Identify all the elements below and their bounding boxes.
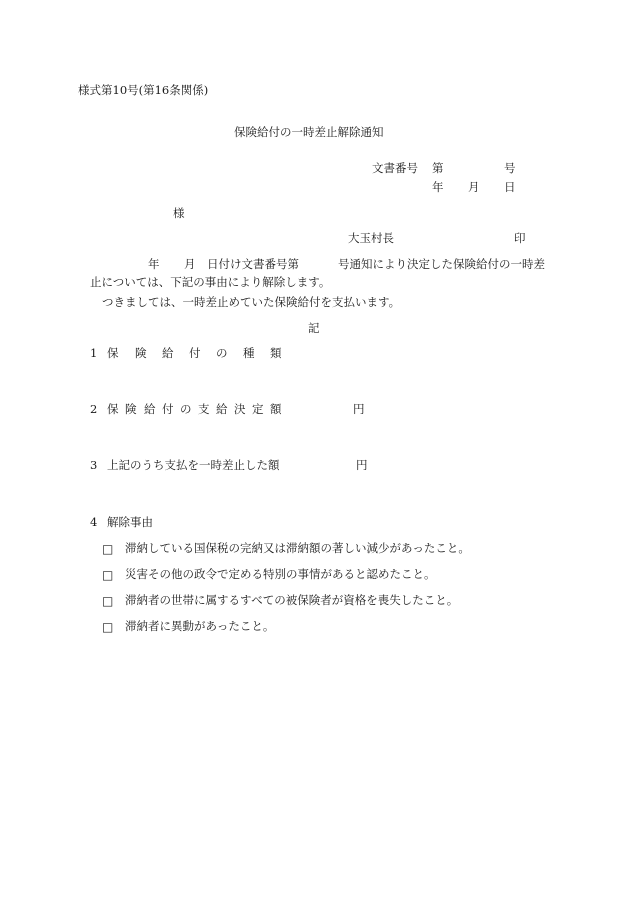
seal-mark: 印 [514, 231, 526, 245]
form-number: 様式第10号(第16条関係) [78, 83, 209, 97]
item1-c1: 険 [135, 346, 147, 360]
reason-checkbox[interactable]: □ [102, 620, 114, 634]
reason-text: 滞納している国保税の完納又は滞納額の著しい減少があったこと。 [125, 541, 470, 555]
issuer-name: 大玉村長 [348, 231, 394, 245]
item2-c6: 給 [216, 402, 228, 416]
item1-c4: の [216, 346, 228, 360]
body-line-3: つきましては、一時差止めていた保険給付を支払います。 [102, 295, 401, 309]
item4-label: 解除事由 [107, 515, 153, 529]
reason-checkbox[interactable]: □ [102, 542, 114, 556]
body-line-2: 止については、下記の事由により解除します。 [90, 275, 331, 289]
item2-c8: 定 [252, 402, 264, 416]
item1-number: 1 [90, 346, 98, 360]
reason-text: 災害その他の政令で定める特別の事情があると認めたこと。 [125, 567, 436, 581]
doc-number-label: 文書番号 [372, 161, 418, 175]
item2-c2: 給 [144, 402, 156, 416]
item1-c3: 付 [189, 346, 201, 360]
body-month: 月 [184, 257, 196, 271]
item3-label: 上記のうち支払を一時差止した額 [107, 458, 280, 472]
item1-c2: 給 [162, 346, 174, 360]
doc-number-dai: 第 [432, 161, 444, 175]
ki-heading: 記 [308, 321, 320, 335]
item2-c3: 付 [162, 402, 174, 416]
item2-c4: の [180, 402, 192, 416]
addressee-suffix: 様 [173, 206, 185, 220]
item1-c5: 種 [243, 346, 255, 360]
item1-c6: 類 [270, 346, 282, 360]
item2-number: 2 [90, 402, 98, 416]
body-year: 年 [148, 257, 160, 271]
date-month: 月 [468, 180, 480, 194]
item2-unit: 円 [353, 402, 365, 416]
item2-c0: 保 [107, 402, 119, 416]
reason-text: 滞納者に異動があったこと。 [125, 619, 275, 633]
item3-unit: 円 [356, 458, 368, 472]
item3-number: 3 [90, 458, 98, 472]
body-text-b: 号通知により決定した保険給付の一時差 [338, 257, 545, 271]
item2-c1: 険 [125, 402, 137, 416]
reason-checkbox[interactable]: □ [102, 568, 114, 582]
item2-c5: 支 [198, 402, 210, 416]
body-text-a: 日付け文書番号第 [207, 257, 299, 271]
date-year: 年 [432, 180, 444, 194]
reason-text: 滞納者の世帯に属するすべての被保険者が資格を喪失したこと。 [125, 593, 459, 607]
item1-c0: 保 [107, 346, 119, 360]
date-day: 日 [504, 180, 516, 194]
document-title: 保険給付の一時差止解除通知 [234, 125, 384, 139]
item2-c9: 額 [270, 402, 282, 416]
item4-number: 4 [90, 515, 98, 529]
item2-c7: 決 [234, 402, 246, 416]
reason-checkbox[interactable]: □ [102, 594, 114, 608]
doc-number-go: 号 [504, 161, 516, 175]
